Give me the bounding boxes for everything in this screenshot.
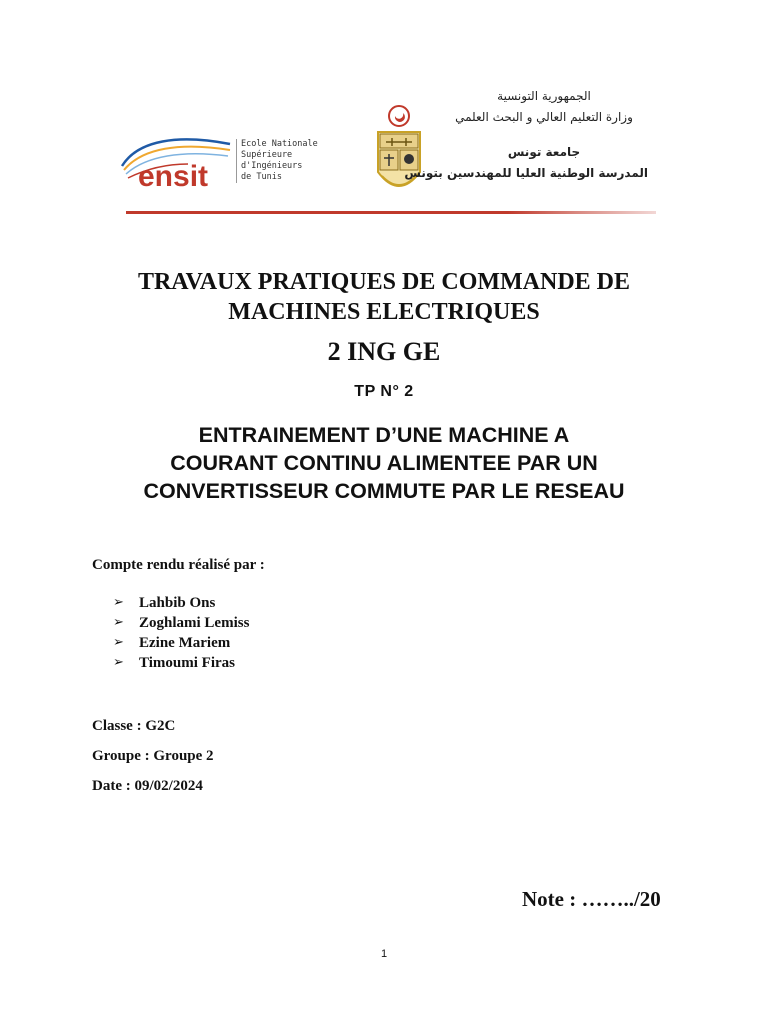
arrow-bullet-icon: ➢ xyxy=(113,615,124,630)
arrow-bullet-icon: ➢ xyxy=(113,595,124,610)
tp-subject-line-3: CONVERTISSEUR COMMUTE PAR LE RESEAU xyxy=(143,479,625,503)
list-item xyxy=(113,593,249,613)
author-name: Ezine Mariem xyxy=(139,635,231,651)
report-label: Compte rendu réalisé par : xyxy=(92,557,265,573)
author-name: Zoghlami Lemiss xyxy=(139,615,250,631)
arabic-school: المدرسة الوطنية العليا للمهندسين بتونس xyxy=(404,166,648,180)
ensit-logo xyxy=(118,128,238,200)
arrow-bullet-icon: ➢ xyxy=(113,635,124,650)
author-name: Timoumi Firas xyxy=(139,655,235,671)
arabic-university: جامعة تونس xyxy=(507,145,581,159)
list-item xyxy=(113,633,249,653)
level-title: 2 ING GE xyxy=(327,337,441,366)
tp-number: TP N° 2 xyxy=(354,383,414,400)
class-info: Classe : G2C xyxy=(92,718,176,734)
course-title xyxy=(0,267,768,327)
grade-note: Note : ……../20 xyxy=(522,887,661,911)
tp-subject-line-1: ENTRAINEMENT D’UNE MACHINE A xyxy=(198,423,570,447)
date-info: Date : 09/02/2024 xyxy=(92,778,203,794)
authors-list xyxy=(113,593,249,673)
list-item xyxy=(113,613,249,633)
arabic-institution-block xyxy=(404,86,648,184)
list-item xyxy=(113,653,249,673)
arabic-republic: الجمهورية التونسية xyxy=(497,89,591,103)
arrow-bullet-icon: ➢ xyxy=(113,655,124,670)
author-name: Lahbib Ons xyxy=(139,595,216,611)
tp-subject-line-2: COURANT CONTINU ALIMENTEE PAR UN xyxy=(170,451,598,475)
course-title-line-1: TRAVAUX PRATIQUES DE COMMANDE DE xyxy=(137,269,631,295)
tp-subject xyxy=(0,421,768,505)
tunisia-emblem xyxy=(370,102,428,206)
header-divider xyxy=(126,211,656,214)
group-info: Groupe : Groupe 2 xyxy=(92,748,214,764)
arabic-ministry: وزارة التعليم العالي و البحث العلمي xyxy=(455,110,633,124)
ensit-logo-text: ensit xyxy=(138,160,209,193)
ensit-full-name: Ecole Nationale Supérieure d'Ingénieurs de Tunis xyxy=(236,139,331,183)
course-title-line-2: MACHINES ELECTRIQUES xyxy=(228,299,540,325)
page-number: 1 xyxy=(380,948,388,960)
